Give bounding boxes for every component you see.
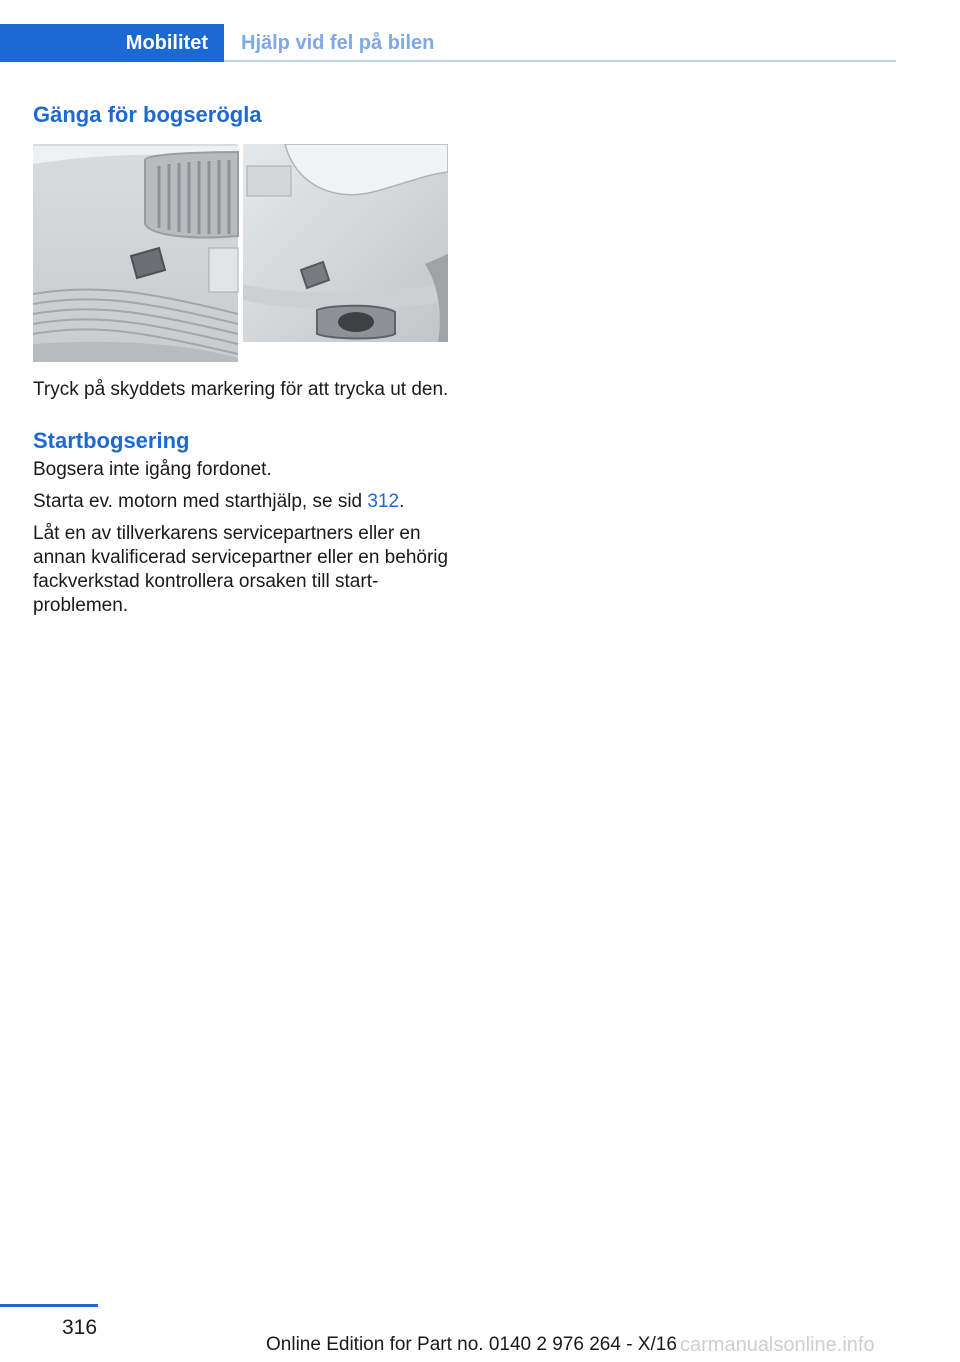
edition-text: Online Edition for Part no. 0140 2 976 264 - X/16: [266, 1334, 677, 1355]
paragraph-press-cover: Tryck på skyddets markering för att trycka ut den.: [33, 379, 449, 400]
main-content: [33, 100, 453, 618]
jump-start-text: Starta ev. motorn med starthjälp, se sid: [33, 491, 368, 512]
page-header: [0, 24, 960, 62]
footer-divider: [0, 1304, 98, 1307]
paragraph-service-partner: Låt en av tillverkarens servicepartners eller en annan kvalificerad servicepartner eller en behörig fackverkstad kontrollera orsaken till startproblemen.: [33, 523, 449, 616]
tab-mobilitet[interactable]: Mobilitet: [0, 24, 224, 62]
paragraph-jump-start: [33, 490, 453, 514]
jump-start-end: .: [399, 491, 405, 512]
section-heading-tow-eye: Gänga för bogserögla: [33, 102, 262, 127]
page-reference-link[interactable]: 312: [367, 491, 400, 512]
rear-bumper-image: [243, 144, 448, 342]
paragraph-no-tow-start: Bogsera inte igång fordonet.: [33, 459, 272, 480]
tab-chapter[interactable]: Hjälp vid fel på bilen: [241, 32, 435, 54]
header-divider: [224, 60, 896, 62]
tow-eye-illustration: [33, 144, 448, 362]
page-number: 316: [62, 1316, 98, 1339]
section-heading-tow-start: Startbogsering: [33, 428, 190, 453]
watermark: carmanualsonline.info: [680, 1334, 875, 1356]
front-bumper-image: [33, 144, 238, 362]
